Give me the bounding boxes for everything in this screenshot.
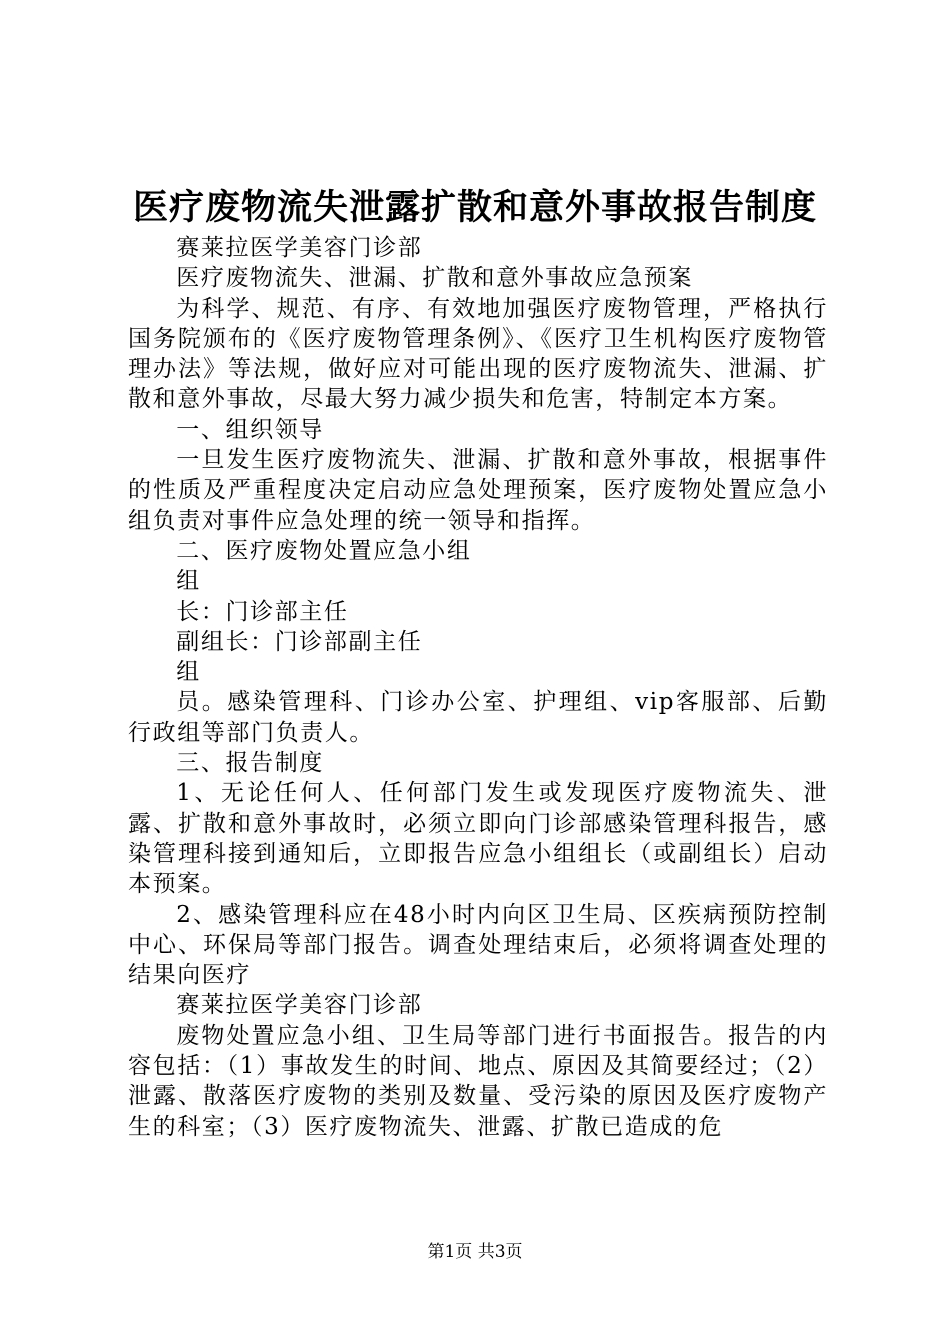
- body-paragraph: 长：门诊部主任: [176, 598, 349, 625]
- section-heading: 三、报告制度: [176, 750, 324, 777]
- page-footer: 第1页 共3页: [427, 1242, 523, 1262]
- document-title: 医疗废物流失泄露扩散和意外事故报告制度: [132, 187, 817, 228]
- body-paragraph: 为科学、规范、有序、有效地加强医疗废物管理，严格执行国务院颁布的《医疗废物管理条例》、《医疗卫生机构医疗废物管理办法》等法规，做好应对可能出现的医疗废物流失、泄漏、扩散和意外事故，尽最大努力减少损失和危害，特制定本方案。: [128, 295, 828, 413]
- body-paragraph: 2、感染管理科应在48小时内向区卫生局、区疾病预防控制中心、环保局等部门报告。调查处理结束后，必须将调查处理的结果向医疗: [128, 901, 828, 989]
- body-paragraph: 副组长：门诊部副主任: [176, 628, 423, 655]
- body-paragraph: 一旦发生医疗废物流失、泄漏、扩散和意外事故，根据事件的性质及严重程度决定启动应急处理预案，医疗废物处置应急小组负责对事件应急处理的统一领导和指挥。: [128, 447, 828, 534]
- body-paragraph: 1、无论任何人、任何部门发生或发现医疗废物流失、泄露、扩散和意外事故时，必须立即向门诊部感染管理科报告，感染管理科接到通知后，立即报告应急小组组长（或副组长）启动本预案。: [128, 780, 828, 898]
- section-heading: 二、医疗废物处置应急小组: [176, 537, 472, 564]
- body-paragraph: 组: [176, 659, 201, 686]
- body-paragraph: 赛莱拉医学美容门诊部: [176, 992, 423, 1019]
- body-paragraph: 组: [176, 568, 201, 595]
- body-paragraph: 医疗废物流失、泄漏、扩散和意外事故应急预案: [176, 265, 693, 292]
- body-paragraph: 废物处置应急小组、卫生局等部门进行书面报告。报告的内容包括：（1）事故发生的时间、地点、原因及其简要经过；（2）泄露、散落医疗废物的类别及数量、受污染的原因及医疗废物产生的科室；（3）医疗废物流失、泄露、扩散已造成的危: [128, 1022, 828, 1140]
- section-heading: 一、组织领导: [176, 416, 324, 443]
- document-body: [128, 233, 828, 1142]
- body-paragraph: 员。感染管理科、门诊办公室、护理组、vip客服部、后勤行政组等部门负责人。: [128, 689, 828, 746]
- body-paragraph: 赛莱拉医学美容门诊部: [176, 235, 423, 261]
